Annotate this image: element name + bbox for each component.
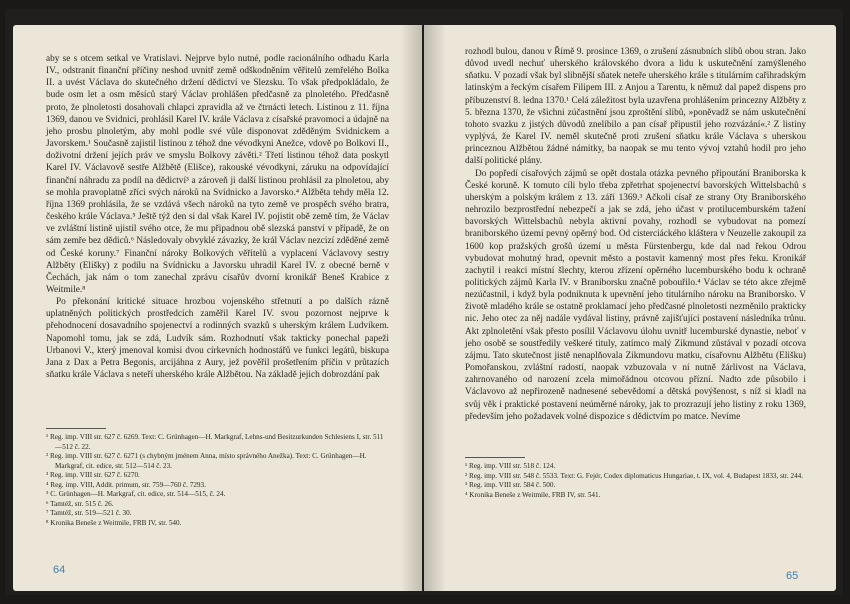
footnote: ³ Reg. imp. VIII str. 584 č. 500.: [465, 481, 556, 489]
footnote: ² Reg. imp. VIII str. 627 č. 6271 (s chybným jménem Anna, místo správného Anežka). Text: C. Grünhagen—H. Markgraf, cit. edice, str. 512—514 č. 23.: [46, 452, 367, 470]
footnote: ¹ Reg. imp. VIII str. 627 č. 6269. Text: C. Grünhagen—H. Markgraf, Lehns-und Besitzurkunden Schlesiens I, str. 511—512 č. 22.: [46, 433, 384, 451]
footnote: ⁸ Kronika Beneše z Weitmile, FRB IV, str. 540.: [46, 518, 182, 527]
book-spread: [5, 9, 843, 595]
footnote: ⁴ Kronika Beneše z Weitmile, FRB IV, str. 541.: [465, 490, 601, 499]
footnote: ⁵ C. Grünhagen—H. Markgraf, cit. edice, str. 514—515, č. 24.: [46, 490, 226, 498]
paragraph: rozhodl bulou, danou v Římě 9. prosince 1369, o zrušení zásnubních slibů obou stran. Jako důvod uvedl nechuť uherského královského dvora a lidu k uskutečnění zamýšleného sňatku. V pozadí však byl slibnější sňatek neteře uherského krále s titulárním cařihradským latinským a řeckým císařem Filipem III. z Anjou a Tarentu, k němuž dal papež dispens pro příbuzenství 8. ledna 1370.¹ Celá záležitost byla uzavřena prohlášením princezny Alžběty z 5. března 1370, že všichni zúčastnění jsou zproštění slibů, »poněvadž se nám uskutečnění tohoto svazku z jistých důvodů znelíbilo a pan císař připustil jeho rozvázání«.² Z listiny vyplývá, že Karel IV. neměl skutečně proti zrušení sňatku krále Václava s uherskou princeznou Alžbětou žádné námitky, ba naopak se mu tento vývoj vztahů hodil pro jeho další politické plány.: [465, 47, 806, 167]
paragraph: Do popředí císařových zájmů se opět dostala otázka pevného připoutání Braniborska k České koruně. K tomuto cíli bylo třeba zpřetrhat spojenectví bavorských Wittelsbachů s uherským a polským králem z 13. září 1369.³ Ačkoli císař ze strany Oty Braniborského nehrozilo bezprostřední nebezpečí a jak se zdá, jeho účast v protilucemburském tažení bavorských Wittelsbachů nebyla aktivní povahy, rozhodl se vybudovat na pomezí braniborského území pevný opěrný bod. Od cisterciáckého kláštera v Neuzelle zakoupil za 1600 kop pražských grošů území u města Fürstenbergu, kde dal nad řekou Odrou vybudovat mohutný hrad, opevnit město a postavit kamenný most přes řeku. Kronikář zachytil i reakci místní šlechty, kterou zřízení opěrného lucemburského bodu k ochraně politických zájmů Karla IV. v Braniborsku značně pobouřilo.⁴ Václav se této akce zřejmě nezúčastnil, i když byla podniknuta k upevnění jeho titulárního nároku na Braniborsko. V životě mladého krále se ostatně proklamací jeho předčasné plnoletosti nezměnilo prakticky nic. Jeho otec za něj nadále vydával listiny, právně zajišťující postavení následníka trůnu. Akt zplnoletění však přesto posílil Václavovu úlohu uvnitř lucemburské dynastie, neboť v jeho osobě se soustředily veškeré tituly, zatímco malý Zikmund zůstával v pozadí otcova zájmu. Tato skutečnost jistě nenaplňovala Zikmundovu matku, císařovnu Alžbětu (Elišku) Pomořanskou, zvláštní radostí, naopak vzbuzovala v ní nutně žárlivost na Václava, zahrnovaného od narození zcela mimořádnou otcovou přízní. Nadto zde působilo i Václavovo až nepřirozeně nadnesené sebevědomí a dětská povýšenost, s níž si kladl na svůj věk i praktické postavení neúměrné nároky, jak to prozrazují jeho listiny z roku 1369, především jeho požadavek volné dispozice s dědictvím po matce. Nevíme: [465, 168, 806, 422]
left-body-text: [46, 53, 389, 381]
footnote: ³ Reg. imp. VIII str. 627 č. 6270.: [46, 471, 140, 479]
footnote-rule: [465, 457, 525, 458]
gutter-shadow: [424, 25, 446, 591]
footnote: ² Reg. imp. VIII str. 548 č. 5533. Text: G. Fejér, Codex diplomaticus Hungariae, t. IX, vol. 4, Budapest 1833, str. 244.: [465, 471, 804, 480]
footnote: ⁴ Reg. imp. VIII, Addit. primum, str. 759—760 č. 7293.: [46, 480, 206, 489]
left-page: [13, 25, 422, 591]
footnote-rule: [46, 428, 106, 429]
gutter-shadow: [400, 25, 422, 591]
paragraph: Po překonání kritické situace hrozbou vojenského střetnutí a po dalších rázně uplatněných politických prostředcích zaměřil Karel IV. svou pozornost nejprve k přehodnocení dosavadního spojenectví a rodinných svazků s uherským králem Ludvíkem. Napomohl tomu, jak se zdá, Ludvík sám. Rozhodnutí však takticky ponechal papeži Urbanovi V., který jmenoval komisi dvou církevních hodnostářů ve funkci legátů, biskupa Jana z Dax a Petra Begonis, arcijáhna z Aury, jež pověřil prošetřením příčin v průtazích sňatku krále Václava s neteří uherského krále Alžbětou. Na základě jejich dobrozdání pak: [46, 297, 389, 381]
left-footnotes: [46, 433, 389, 528]
footnote: ¹ Reg. imp. VIII str. 518 č. 124.: [465, 462, 556, 470]
page-number: 64: [53, 564, 66, 576]
paragraph: aby se s otcem setkal ve Vratislavi. Nejprve bylo nutné, podle racionálního odhadu Karla IV., odstranit finanční příčiny neshod uvnitř země odškodněním věřitelů zemřelého Bolka II. a uvést Václava do skutečného držení dědictví ve Slezsku. To však předpokládalo, že bude osm let a osm měsíců starý Václav prohlášen předčasně za plnoletého. Předčasně proto, že plnoletosti dosahovali chlapci zpravidla až ve čtrnácti letech. Listinou z 11. října 1369, danou ve Svidnici, prohlásil Karel IV. krále Václava z císařské pravomoci a údajně na jeho prosbu plnoletým, aby mohl podle své vůle disponovat zděděným Svidnickem a Javorskem.¹ Současně zajistil listinou z téhož dne vévodkyni Anežce, vdově po Bolkovi II., doživotní držení jejích práv ve smyslu Bolkovy závěti.² Třetí listinou téhož data poskytl Karel IV. Václavově sestře Alžbětě (Elišce), rakouské vévodkyni, záruku na odpovídající finanční náhradu za podíl na dědictví³ a zároveň ji další listinou prohlásil za plnoletou, aby se mohla pravoplatně zříci svých nároků na Svídnicko a Javorsko.⁴ Alžběta tehdy měla 12. října 1369 prohlásila, že se vzdává všech nároků na tyto země ve prospěch svého bratra, českého krále Václava.⁵ Ještě týž den si dal však Karel IV. pojistit obě země tím, že Václav ve zvláštní listině ujistil svého otce, že mu připadnou obě slezská panství v případě, že on sám zemře bez dědiců.⁶ Následovaly obvyklé závazky, že král Václav nezcizí zděděné země od České koruny.⁷ Finanční nároky Bolkových věřitelů a vyplacení Václavovy sestry Alžběty (Elišky) z podílu na Svídnicku a Javorsku uhradil Karel IV. z obecné berně v Čechách, jak nám o tom zanechal zprávu císařův dvorní kronikář Beneš Krabice z Weitmile.⁸: [46, 54, 389, 295]
page-number: 65: [786, 570, 799, 582]
right-body-text: [465, 46, 806, 423]
footnote: ⁷ Tamtéž, str. 519—521 č. 30.: [46, 509, 132, 517]
footnote: ⁶ Tamtéž, str. 515 č. 26.: [46, 499, 114, 508]
right-page: [424, 25, 836, 591]
right-footnotes: [465, 462, 806, 500]
